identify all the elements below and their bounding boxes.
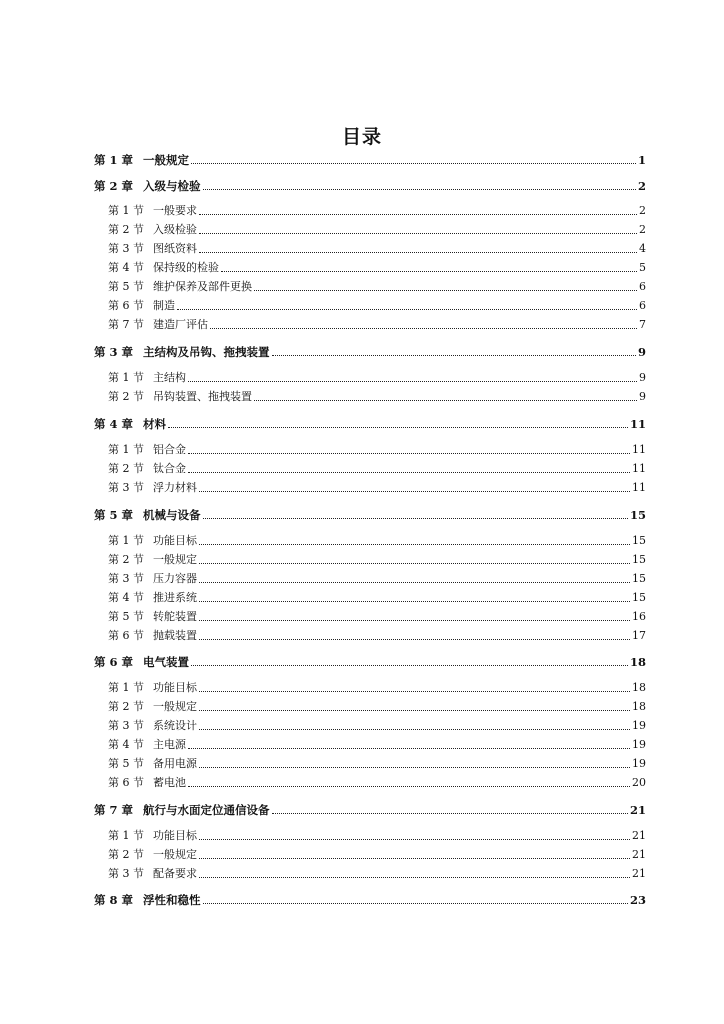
dot-leader — [221, 271, 637, 272]
toc-section-entry[interactable] — [108, 717, 646, 733]
page-number: 6 — [639, 299, 646, 312]
section-heading — [108, 481, 197, 495]
page-number: 4 — [639, 242, 646, 255]
section-title: 功能目标 — [153, 534, 197, 547]
page-number: 19 — [632, 757, 646, 770]
toc-chapter-entry[interactable] — [94, 506, 646, 522]
section-number: 第 2 节 — [108, 848, 144, 861]
page-number: 18 — [629, 655, 646, 669]
section-heading — [108, 299, 175, 313]
dot-leader — [210, 328, 637, 329]
chapter-number: 第 6 章 — [94, 655, 134, 669]
toc-section-entry[interactable] — [108, 316, 646, 332]
section-title: 一般规定 — [153, 553, 197, 566]
dot-leader — [199, 214, 637, 215]
page-number: 16 — [632, 610, 646, 623]
section-number: 第 6 节 — [108, 629, 144, 642]
section-heading — [108, 738, 186, 752]
section-title: 一般要求 — [153, 204, 197, 217]
section-number: 第 1 节 — [108, 371, 144, 384]
page-number: 6 — [639, 280, 646, 293]
dot-leader — [254, 400, 637, 401]
chapter-title: 电气装置 — [143, 655, 190, 669]
toc-section-entry[interactable] — [108, 297, 646, 313]
section-title: 一般规定 — [153, 848, 197, 861]
page-number: 7 — [639, 318, 646, 331]
page-number: 9 — [639, 390, 646, 403]
toc-section-entry[interactable] — [108, 846, 646, 862]
toc-section-entry[interactable] — [108, 865, 646, 881]
chapter-title: 一般规定 — [143, 153, 190, 167]
toc-chapter-entry[interactable] — [94, 177, 646, 193]
section-title: 一般规定 — [153, 700, 197, 713]
page-number: 11 — [632, 481, 646, 494]
chapter-title: 浮性和稳性 — [143, 893, 201, 907]
section-title: 功能目标 — [153, 829, 197, 842]
section-heading — [108, 867, 197, 881]
section-number: 第 3 节 — [108, 242, 144, 255]
chapter-title: 主结构及吊钩、拖拽装置 — [143, 345, 270, 359]
dot-leader — [203, 189, 636, 190]
dot-leader — [203, 903, 628, 904]
section-title: 图纸资料 — [153, 242, 197, 255]
page-number: 11 — [632, 462, 646, 475]
toc-section-entry[interactable] — [108, 259, 646, 275]
page-number: 15 — [632, 591, 646, 604]
page-number: 21 — [632, 867, 646, 880]
dot-leader — [272, 355, 636, 356]
toc-section-entry[interactable] — [108, 755, 646, 771]
dot-leader — [199, 252, 637, 253]
section-number: 第 5 节 — [108, 757, 144, 770]
section-number: 第 5 节 — [108, 610, 144, 623]
section-number: 第 2 节 — [108, 700, 144, 713]
section-heading — [108, 700, 197, 714]
section-heading — [108, 534, 197, 548]
dot-leader — [199, 491, 630, 492]
dot-leader — [199, 858, 630, 859]
page-number: 1 — [637, 153, 646, 167]
page-number: 15 — [629, 508, 646, 522]
section-number: 第 3 节 — [108, 481, 144, 494]
chapter-heading — [94, 655, 189, 669]
page-number: 11 — [632, 443, 646, 456]
page-number: 21 — [632, 829, 646, 842]
section-number: 第 1 节 — [108, 204, 144, 217]
section-title: 系统设计 — [153, 719, 197, 732]
section-title: 抛载装置 — [153, 629, 197, 642]
chapter-number: 第 3 章 — [94, 345, 134, 359]
dot-leader — [199, 544, 630, 545]
section-title: 吊钩装置、拖拽装置 — [153, 390, 252, 403]
section-heading — [108, 776, 186, 790]
chapter-heading — [94, 153, 189, 167]
section-heading — [108, 848, 197, 862]
toc-section-entry[interactable] — [108, 774, 646, 790]
dot-leader — [199, 710, 630, 711]
toc-section-entry[interactable] — [108, 570, 646, 586]
dot-leader — [188, 381, 637, 382]
section-number: 第 6 节 — [108, 776, 144, 789]
section-number: 第 2 节 — [108, 390, 144, 403]
section-heading — [108, 553, 197, 567]
dot-leader — [199, 582, 630, 583]
section-title: 入级检验 — [153, 223, 197, 236]
chapter-heading — [94, 803, 270, 817]
section-title: 主结构 — [153, 371, 186, 384]
page-number: 9 — [637, 345, 646, 359]
chapter-number: 第 8 章 — [94, 893, 134, 907]
toc-section-entry[interactable] — [108, 827, 646, 843]
section-number: 第 2 节 — [108, 553, 144, 566]
toc-section-entry[interactable] — [108, 698, 646, 714]
section-heading — [108, 757, 197, 771]
dot-leader — [191, 665, 628, 666]
dot-leader — [199, 729, 630, 730]
section-heading — [108, 371, 186, 385]
section-title: 维护保养及部件更换 — [153, 280, 252, 293]
section-title: 功能目标 — [153, 681, 197, 694]
chapter-number: 第 5 章 — [94, 508, 134, 522]
dot-leader — [188, 472, 630, 473]
section-title: 转舵装置 — [153, 610, 197, 623]
toc-chapter-entry[interactable] — [94, 151, 646, 167]
section-heading — [108, 572, 197, 586]
section-number: 第 1 节 — [108, 829, 144, 842]
section-number: 第 6 节 — [108, 299, 144, 312]
section-title: 浮力材料 — [153, 481, 197, 494]
section-heading — [108, 829, 197, 843]
dot-leader — [199, 839, 630, 840]
toc-section-entry[interactable] — [108, 736, 646, 752]
page-number: 11 — [629, 417, 646, 431]
dot-leader — [199, 691, 630, 692]
page-number: 2 — [639, 223, 646, 236]
section-heading — [108, 204, 197, 218]
chapter-title: 入级与检验 — [143, 179, 201, 193]
chapter-number: 第 4 章 — [94, 417, 134, 431]
toc-section-entry[interactable] — [108, 240, 646, 256]
toc-section-entry[interactable] — [108, 679, 646, 695]
dot-leader — [199, 563, 630, 564]
section-title: 建造厂评估 — [153, 318, 208, 331]
page-number: 17 — [632, 629, 646, 642]
toc-section-entry[interactable] — [108, 479, 646, 495]
section-heading — [108, 629, 197, 643]
section-number: 第 3 节 — [108, 572, 144, 585]
toc-section-entry[interactable] — [108, 278, 646, 294]
chapter-heading — [94, 179, 201, 193]
toc-section-entry[interactable] — [108, 532, 646, 548]
toc-chapter-entry[interactable] — [94, 891, 646, 907]
dot-leader — [199, 639, 630, 640]
chapter-heading — [94, 417, 166, 431]
section-heading — [108, 390, 252, 404]
toc-section-entry[interactable] — [108, 608, 646, 624]
toc-section-entry[interactable] — [108, 441, 646, 457]
dot-leader — [199, 233, 637, 234]
section-title: 配备要求 — [153, 867, 197, 880]
section-number: 第 4 节 — [108, 738, 144, 751]
dot-leader — [188, 453, 630, 454]
page-title: 目录 — [341, 126, 382, 148]
toc-section-entry[interactable] — [108, 388, 646, 404]
dot-leader — [177, 309, 637, 310]
dot-leader — [199, 877, 630, 878]
toc-section-entry[interactable] — [108, 589, 646, 605]
toc-section-entry[interactable] — [108, 627, 646, 643]
page-number: 18 — [632, 700, 646, 713]
page-number: 15 — [632, 534, 646, 547]
toc-chapter-entry[interactable] — [94, 653, 646, 669]
chapter-number: 第 2 章 — [94, 179, 134, 193]
toc-section-entry[interactable] — [108, 202, 646, 218]
section-heading — [108, 443, 186, 457]
page-number: 20 — [632, 776, 646, 789]
section-heading — [108, 681, 197, 695]
section-number: 第 3 节 — [108, 867, 144, 880]
dot-leader — [191, 163, 636, 164]
toc-section-entry[interactable] — [108, 460, 646, 476]
section-heading — [108, 610, 197, 624]
section-number: 第 1 节 — [108, 534, 144, 547]
section-title: 备用电源 — [153, 757, 197, 770]
section-title: 蓄电池 — [153, 776, 186, 789]
chapter-title: 材料 — [143, 417, 167, 431]
dot-leader — [254, 290, 637, 291]
section-number: 第 3 节 — [108, 719, 144, 732]
section-number: 第 5 节 — [108, 280, 144, 293]
section-title: 主电源 — [153, 738, 186, 751]
dot-leader — [199, 767, 630, 768]
section-number: 第 2 节 — [108, 223, 144, 236]
chapter-heading — [94, 508, 201, 522]
dot-leader — [272, 813, 628, 814]
page-number: 5 — [639, 261, 646, 274]
dot-leader — [203, 518, 628, 519]
page-number: 23 — [629, 893, 646, 907]
section-number: 第 4 节 — [108, 261, 144, 274]
dot-leader — [199, 601, 630, 602]
section-heading — [108, 462, 186, 476]
section-number: 第 2 节 — [108, 462, 144, 475]
dot-leader — [188, 748, 630, 749]
section-heading — [108, 719, 197, 733]
chapter-number: 第 7 章 — [94, 803, 134, 817]
page-number: 9 — [639, 371, 646, 384]
toc-section-entry[interactable] — [108, 221, 646, 237]
section-number: 第 1 节 — [108, 681, 144, 694]
page-number: 15 — [632, 553, 646, 566]
dot-leader — [168, 427, 628, 428]
section-title: 钛合金 — [153, 462, 186, 475]
page-number: 15 — [632, 572, 646, 585]
section-heading — [108, 591, 197, 605]
page-number: 21 — [632, 848, 646, 861]
page-number: 21 — [629, 803, 646, 817]
page-number: 18 — [632, 681, 646, 694]
section-number: 第 4 节 — [108, 591, 144, 604]
section-title: 制造 — [153, 299, 175, 312]
chapter-title: 航行与水面定位通信设备 — [143, 803, 270, 817]
section-title: 保持级的检验 — [153, 261, 219, 274]
section-heading — [108, 280, 252, 294]
chapter-title: 机械与设备 — [143, 508, 201, 522]
chapter-number: 第 1 章 — [94, 153, 134, 167]
section-title: 铝合金 — [153, 443, 186, 456]
section-title: 压力容器 — [153, 572, 197, 585]
page-number: 19 — [632, 738, 646, 751]
section-title: 推进系统 — [153, 591, 197, 604]
page-number: 19 — [632, 719, 646, 732]
page-number: 2 — [637, 179, 646, 193]
toc-section-entry[interactable] — [108, 551, 646, 567]
chapter-heading — [94, 893, 201, 907]
chapter-heading — [94, 345, 270, 359]
dot-leader — [199, 620, 630, 621]
toc-chapter-entry[interactable] — [94, 343, 646, 359]
page-number: 2 — [639, 204, 646, 217]
section-heading — [108, 261, 219, 275]
section-heading — [108, 318, 208, 332]
section-number: 第 1 节 — [108, 443, 144, 456]
section-heading — [108, 242, 197, 256]
dot-leader — [188, 786, 630, 787]
toc-chapter-entry[interactable] — [94, 801, 646, 817]
section-number: 第 7 节 — [108, 318, 144, 331]
section-heading — [108, 223, 197, 237]
toc-chapter-entry[interactable] — [94, 415, 646, 431]
toc-section-entry[interactable] — [108, 369, 646, 385]
